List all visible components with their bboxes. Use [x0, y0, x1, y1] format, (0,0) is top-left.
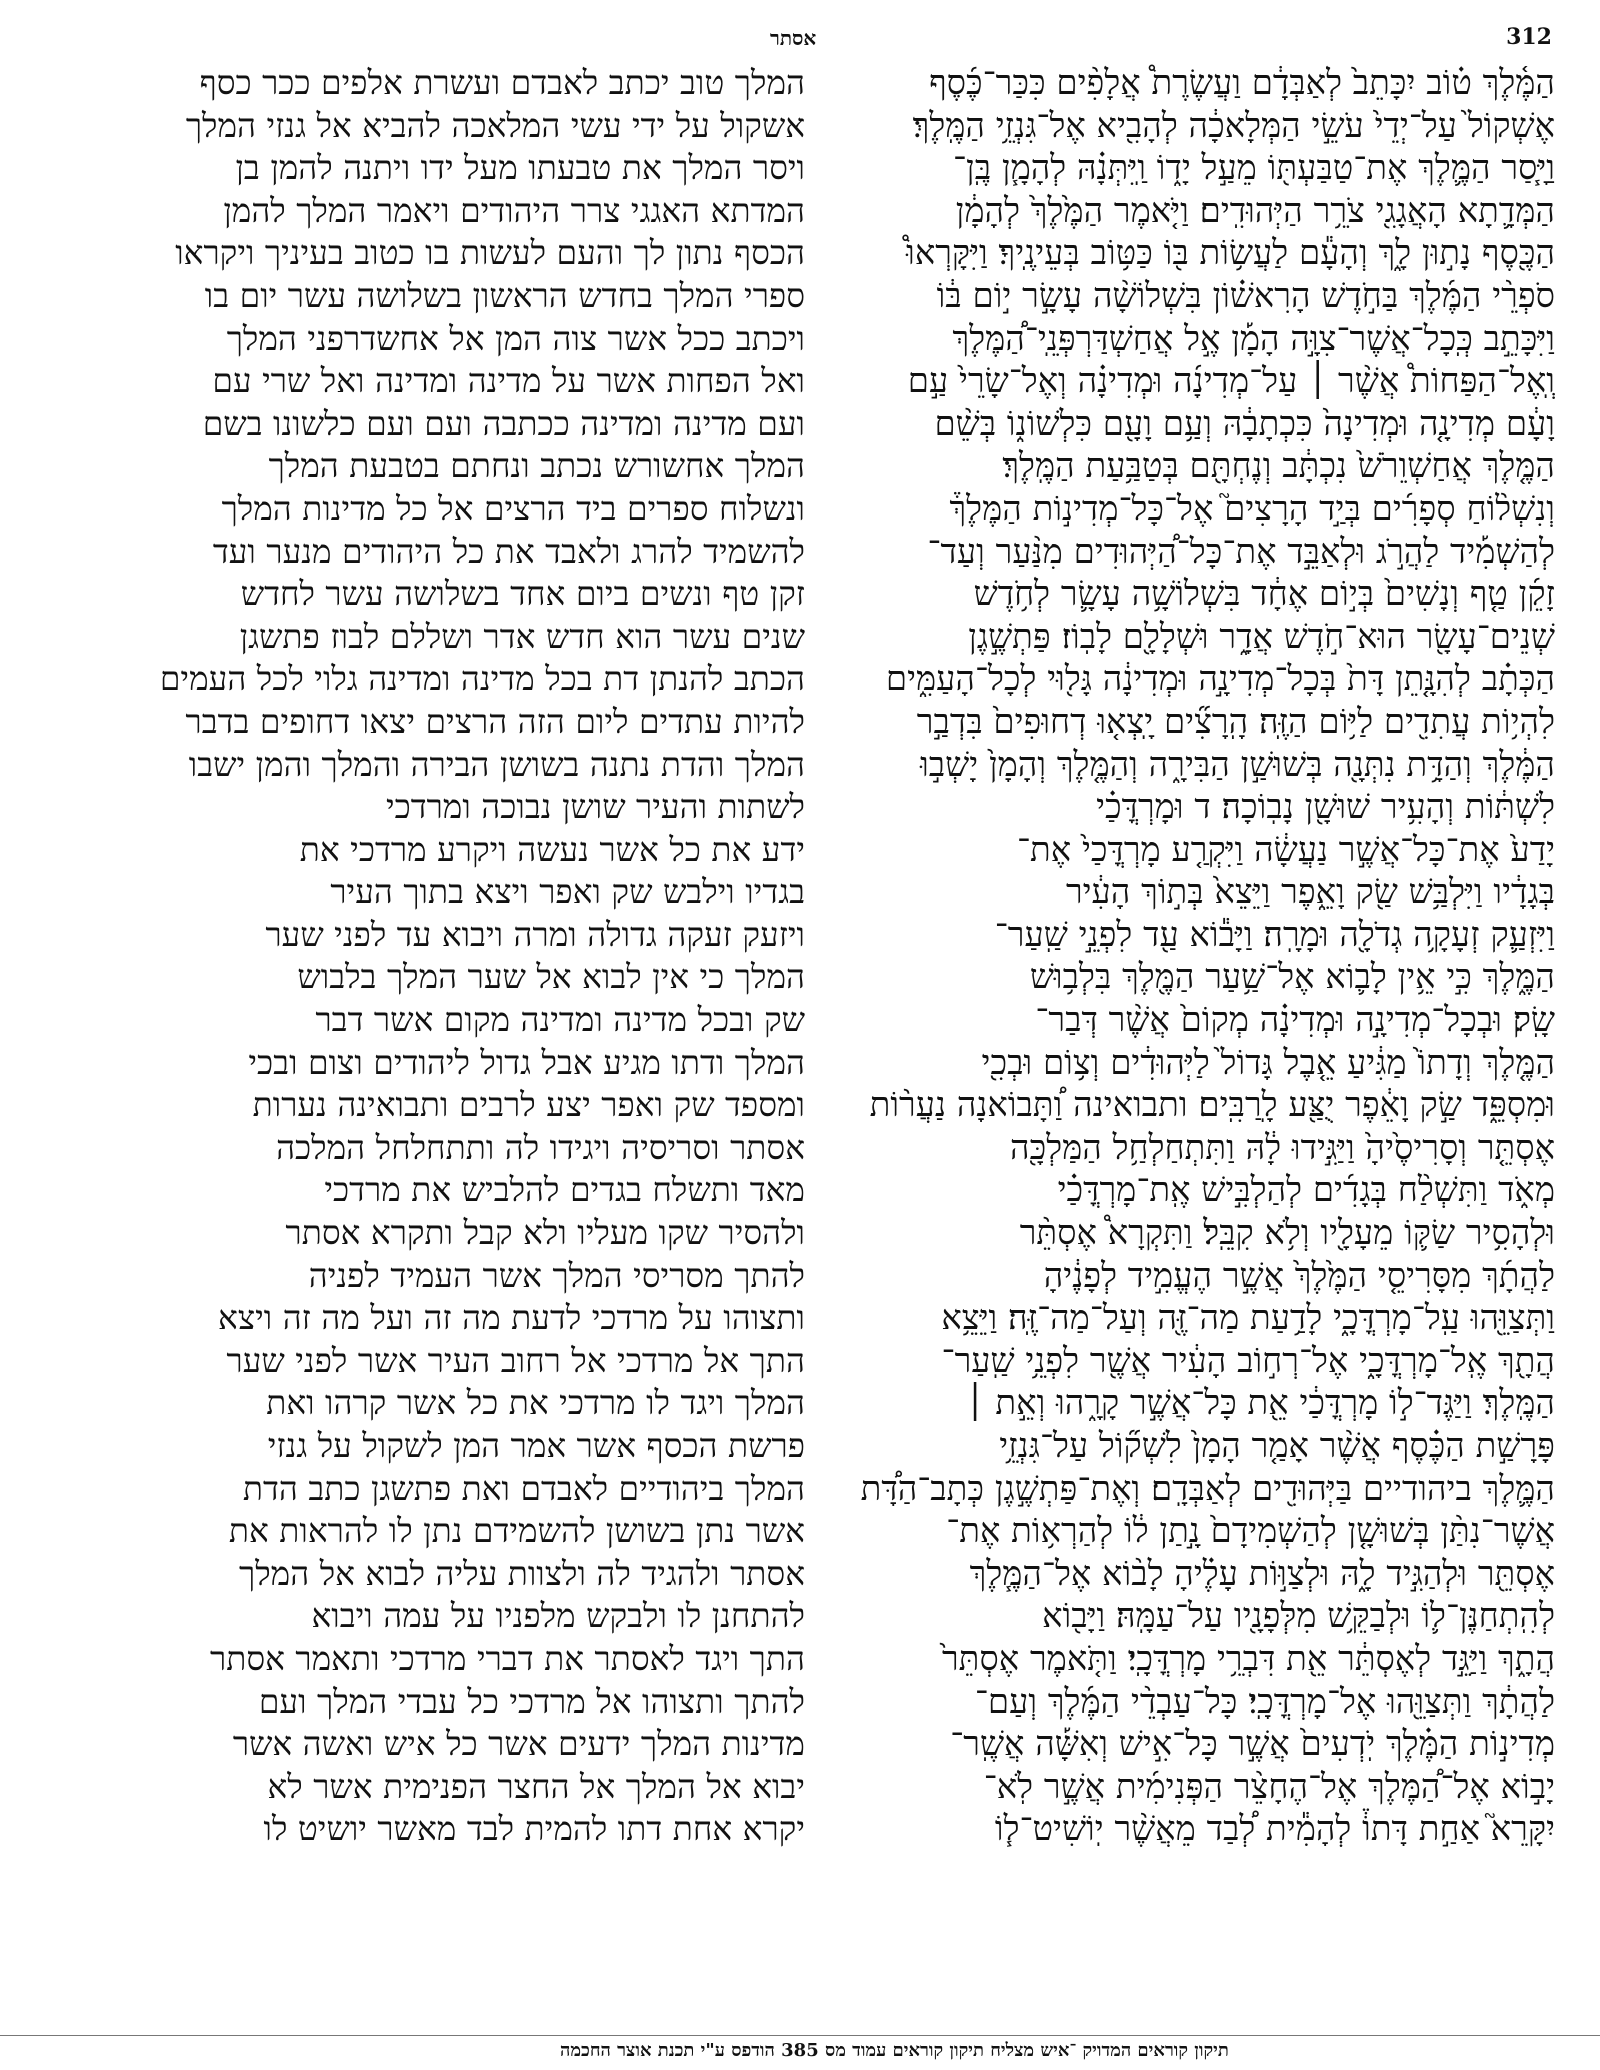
vocalized-text-line: שְׁנֵים־עָשָׂ֖ר הוּא־חֹ֣דֶשׁ אֲדָ֑ר וּשְׁלָלָ֖ם לָבֽוֹז׃ פַּתְשֶׁ֣גֶן [968, 616, 1555, 657]
vocalized-text-line: לְהִֽתְחַנֶּן־ל֛וֹ וּלְבַקֵּ֥שׁ מִלְּפָנָ֖יו עַל־עַמָּֽהּ׃ וַיָּב֖וֹא [1042, 1596, 1555, 1637]
plain-text-line: מדינות המלך ידעים אשר כל איש ואשה אשר [232, 1724, 805, 1764]
plain-text-line: המלך ודתו מגיע אבל גדול ליהודים וצום ובכי [248, 1042, 805, 1082]
vocalized-text-line: וַיָּ֧סַר הַמֶּ֛לֶךְ אֶת־טַבַּעְתּ֖וֹ מֵעַ֣ל יָד֑וֹ וַֽיִּתְּנָ֗הּ לְהָמָ֧ן בֶּֽן־ [953, 148, 1555, 189]
vocalized-text-line: אֶשְׁקוֹל֙ עַל־יְדֵי֙ עֹשֵׂ֣י הַמְּלָאכָ֔ה לְהָבִ֖יא אֶל־גִּנְזֵ֥י הַמֶּֽלֶךְ׃ [912, 105, 1555, 146]
vocalized-text-line: לִהְי֥וֹת עֲתִדִ֖ים לַיּ֥וֹם הַזֶּֽה׃ הָֽרָצִ֞ים יָֽצְא֤וּ דְחוּפִים֙ בִּדְבַ֣ר [916, 701, 1555, 742]
plain-text-line: המלך ויגד לו מרדכי את כל אשר קרהו ואת [266, 1383, 805, 1423]
book-name: אסתר [770, 26, 817, 50]
vocalized-text-line: פָּרָשַׁ֣ת הַכֶּ֗סֶף אֲשֶׁ֨ר אָמַ֤ר הָמָן֙ לִשְׁק֞וֹל עַל־גִּנְזֵ֥י [999, 1426, 1555, 1466]
plain-text-line: אסתר וסריסיה ויגידו לה ותתחלחל המלכה [276, 1127, 805, 1167]
vocalized-text-line: אֶסְתֵּ֤ר וְסָרִיסֶ֙יהָ֙ וַיַּגִּ֣ידוּ לָ֔הּ וַתִּתְחַלְחַ֥ל הַמַּלְכָּ֖ה [1010, 1127, 1555, 1168]
vocalized-text-line: הַכֶּ֖סֶף נָת֣וּן לָ֑ךְ וְהָעָ֕ם לַעֲשׂ֥וֹת בּ֖וֹ כַּטּ֥וֹב בְּעֵינֶֽיךָ׃ וַיִּקָּרְאוּ֩ [906, 233, 1555, 274]
vocalized-text-line: סֹפְרֵ֨י הַמֶּ֜לֶךְ בַּחֹ֣דֶשׁ הָרִאשׁ֗וֹן בִּשְׁלוֹשָׁ֨ה עָשָׂ֣ר י֣וֹם בּ֔וֹ [936, 275, 1555, 316]
plain-text-line: להתך ותצוהו אל מרדכי כל עבדי המלך ועם [258, 1681, 805, 1721]
vocalized-text-line: מְאֹ֑ד וַתִּשְׁלַ֨ח בְּגָדִ֜ים לְהַלְבִּ֣ישׁ אֶֽת־מָרְדֳּכַ֗י [1057, 1170, 1555, 1211]
page-header [0, 18, 1600, 58]
vocalized-text-line: הַמֶּ֤לֶךְ וְדָתוֹ֙ מַגִּ֔יעַ אֵ֤בֶל גָּדוֹל֙ לַיְּהוּדִ֔ים וְצ֥וֹם וּבְכִ֖י [981, 1042, 1555, 1083]
plain-text-line: שק ובכל מדינה ומדינה מקום אשר דבר [315, 1000, 805, 1040]
plain-text-line: ידע את כל אשר נעשה ויקרע מרדכי את [299, 829, 805, 869]
plain-text-line: המלך טוב יכתב לאבדם ועשרת אלפים ככר כסף [199, 63, 805, 102]
vocalized-text-line: הַמֶּ֛לֶךְ ביהודיים בַּיְּהוּדִ֖ים לְאַבְּדָֽם׃ וְאֶת־פַּתְשֶׁ֣גֶן כְּתָב־הַדָּ֠ת [860, 1468, 1555, 1509]
vocalized-text-line: לַהֲתָ֔ךְ וַתְּצַוֵּ֖הוּ אֶל־מָרְדֳּכָֽי׃ כָּל־עַבְדֵ֨י הַמֶּ֜לֶךְ וְעַם־ [974, 1681, 1555, 1722]
plain-text-line: שנים עשר הוא חדש אדר ושללם לבוז פתשגן [239, 616, 805, 656]
vocalized-text-line: וַיִּכָּתֵ֣ב כְּֽכָל־אֲשֶׁר־צִוָּ֣ה הָמָ֡ן אֶ֣ל אֲחַשְׁדַּרְפְּנֵֽי־הַ֠מֶּלֶךְ [952, 318, 1555, 359]
plain-text-line: אשר נתן בשושן להשמידם נתן לו להראות את [228, 1511, 805, 1551]
footer-print-notice: תיקון קוראים המדויק ־איש מצליח תיקון קוראים עמוד מס 385 הודפס ע"י תכנת אוצר החכמה [560, 2040, 1229, 2061]
plain-text-line: ויסר המלך את טבעתו מעל ידו ויתנה להמן בן [235, 148, 805, 188]
vocalized-text-line: אֲשֶׁר־נִתַּ֨ן בְּשׁוּשָׁ֤ן לְהַשְׁמִידָם֙ נָ֣תַן ל֔וֹ לְהַרְא֥וֹת אֶת־ [946, 1511, 1555, 1552]
page-number: 312 [1506, 24, 1552, 50]
plain-text-line: ולהסיר שקו מעליו ולא קבל ותקרא אסתר [285, 1213, 805, 1253]
vocalized-text-line: מְדִינ֣וֹת הַמֶּ֗לֶךְ יֹֽדְעִים֙ אֲשֶׁ֣ר כָּל־אִ֣ישׁ וְאִשָּׁ֡ה אֲשֶֽׁר־ [950, 1724, 1555, 1765]
plain-text-line: ועם מדינה ומדינה ככתבה ועם ועם כלשונו בשם [202, 403, 805, 443]
vocalized-text-line: וּלְהָסִ֥יר שַׂקּ֛וֹ מֵעָלָ֖יו וְלֹ֥א קִבֵּֽל׃ וַתִּקְרָא֩ אֶסְתֵּ֨ר [1019, 1213, 1555, 1254]
vocalized-text-line: יָדַע֙ אֶת־כָּל־אֲשֶׁ֣ר נַעֲשָׂ֔ה וַיִּקְרַ֤ע מָרְדֳּכַי֙ אֶת־ [1017, 829, 1555, 870]
plain-text-line: ותצוהו על מרדכי לדעת מה זה ועל מה זה ויצא [218, 1298, 805, 1338]
plain-text-line: בגדיו וילבש שק ואפר ויצא בתוך העיר [330, 872, 805, 912]
plain-text-line: להתחנן לו ולבקש מלפניו על עמה ויבוא [311, 1596, 805, 1636]
plain-text-line: התך אל מרדכי אל רחוב העיר אשר לפני שער [226, 1340, 805, 1380]
vocalized-text-line: לְהַשְׁמִ֡יד לַהֲרֹ֣ג וּלְאַבֵּ֣ד אֶת־כָּל־הַ֠יְּהוּדִים מִנַּ֨עַר וְעַד־ [927, 531, 1555, 572]
plain-text-line: זקן טף ונשים ביום אחד בשלושה עשר לחדש [240, 574, 805, 614]
vocalized-text-line: הַכְּתָ֗ב לְהִנָּ֤תֵן דָּת֙ בְּכָל־מְדִינָ֣ה וּמְדִינָ֔ה גָּל֖וּי לְכָל־הָעַמִּ֑ים [885, 659, 1555, 700]
plain-text-line: המלך ביהודיים לאבדם ואת פתשגן כתב הדת [242, 1468, 805, 1508]
vocalized-text-line: הֲתָ֖ךְ אֶֽל־מָרְדֳּכָ֑י אֶל־רְח֣וֹב הָעִ֔יר אֲשֶׁ֖ר לִפְנֵ֥י שַֽׁעַר־ [941, 1340, 1555, 1381]
vocalized-text-column [805, 62, 1555, 2052]
plain-text-line: יקרא אחת דתו להמית לבד מאשר יושיט לו [263, 1809, 805, 1849]
vocalized-text-line: לַהֲתָ֜ךְ מִסָּרִיסֵ֤י הַמֶּ֙לֶךְ֙ אֲשֶׁ֣ר הֶעֱמִ֣יד לְפָנֶ֔יהָ [1043, 1255, 1555, 1296]
vocalized-text-line: יִקָּרֵא֮ אַחַ֣ת דָּתוֹ֒ לְהָמִ֕ית לְ֠בַד מֵאֲשֶׁ֨ר יֽוֹשִׁיט־ל֧וֹ [994, 1809, 1555, 1850]
plain-text-line: ספרי המלך בחדש הראשון בשלושה עשר יום בו [204, 275, 805, 315]
vocalized-text-line: וָעָ֔ם מְדִינָ֤ה וּמְדִינָה֙ כִּכְתָבָ֔הּ וְעַ֥ם וָעָ֖ם כִּלְשׁוֹנ֑וֹ בְּשֵׁ֨ם [934, 403, 1555, 444]
plain-text-column [55, 62, 805, 2052]
vocalized-text-line: שָֽׂק׃ וּבְכָל־מְדִינָ֣ה וּמְדִינָ֗ה מְקוֹם֙ אֲשֶׁ֨ר דְּבַר־ [1035, 1000, 1555, 1041]
vocalized-text-line: וְֽאֶל־הַפַּחוֹת֩ אֲשֶׁ֨ר ׀ עַל־מְדִינָ֜ה וּמְדִינָ֗ה וְאֶל־שָׂרֵי֙ עַ֣ם [907, 361, 1555, 402]
vocalized-text-line: לִשְׁתּ֔וֹת וְהָעִ֥יר שׁוּשָׁ֖ן נָבֽוֹכָה׃ ד וּמָרְדֳּכַ֗י [1096, 787, 1555, 828]
plain-text-line: התך ויגד לאסתר את דברי מרדכי ותאמר אסתר [210, 1638, 805, 1678]
vocalized-text-line: וַיִּזְעַ֛ק זְעָקָ֥ה גְדֹלָ֖ה וּמָרָֽה׃ וַיָּב֕וֹא עַ֖ד לִפְנֵ֣י שַֽׁעַר־ [994, 914, 1555, 955]
page-footer [0, 2035, 1600, 2066]
vocalized-text-line: זָקֵ֜ן טַ֤ף וְנָשִׁים֙ בְּי֣וֹם אֶחָ֔ד בִּשְׁלוֹשָׁ֥ה עָשָׂ֛ר לְחֹ֥דֶשׁ [973, 574, 1555, 615]
vocalized-text-line: בְּגָדָ֔יו וַיִּלְבַּ֥שׁ שַׂ֖ק וָאֵ֑פֶר וַיֵּצֵא֙ בְּת֣וֹךְ הָעִ֔יר [1065, 872, 1555, 913]
vocalized-text-line: הֲתָ֑ךְ וַיַּגֵּ֣ד לְאֶסְתֵּ֔ר אֵ֖ת דִּבְרֵ֥י מָרְדֳּכָֽי׃ וַתֹּ֤אמֶר אֶסְתֵּר֙ [941, 1638, 1555, 1679]
plain-text-line: הכתב להנתן דת בכל מדינה ומדינה גלוי לכל העמים [159, 659, 805, 699]
plain-text-line: יבוא אל המלך אל החצר הפנימית אשר לא [267, 1766, 805, 1806]
plain-text-line: מאד ותשלח בגדים להלביש את מרדכי [324, 1170, 805, 1210]
plain-text-line: ויכתב ככל אשר צוה המן אל אחשדרפני המלך [226, 318, 805, 358]
plain-text-line: אשקול על ידי עשי המלאכה להביא אל גנזי המלך [185, 105, 805, 145]
vocalized-text-line: וְנִשְׁל֨וֹחַ סְפָרִ֜ים בְּיַ֣ד הָרָצִים֮ אֶל־כָּל־מְדִינ֣וֹת הַמֶּלֶךְ֒ [949, 488, 1555, 529]
plain-text-line: פרשת הכסף אשר אמר המן לשקול על גנזי [267, 1426, 805, 1465]
plain-text-line: להשמיד להרג ולאבד את כל היהודים מנער ועד [212, 531, 805, 571]
plain-text-line: ויזעק זעקה גדולה ומרה ויבוא עד לפני שער [265, 914, 805, 954]
vocalized-text-line: הַמְּדָ֛תָא הָאֲגָגִ֖י צֹרֵ֥ר הַיְּהוּדִֽים׃ וַיֹּ֤אמֶר הַמֶּ֙לֶךְ֙ לְהָמָ֔ן [955, 190, 1555, 231]
plain-text-line: המלך אחשורש נכתב ונחתם בטבעת המלך [268, 446, 805, 486]
plain-text-line: ומספד שק ואפר יצע לרבים ותבואינה נערות [252, 1085, 805, 1125]
plain-text-line: ואל הפחות אשר על מדינה ומדינה ואל שרי עם [212, 361, 805, 401]
plain-text-line: המלך והדת נתנה בשושן הבירה והמלך והמן ישבו [188, 744, 805, 784]
plain-text-line: המדתא האגגי צרר היהודים ויאמר המלך להמן [223, 190, 805, 230]
vocalized-text-line: וּמִסְפֵּ֑ד שַׂ֣ק וָאֵ֔פֶר יֻצַּ֖ע לָֽרַבִּֽים׃ ותבואינה וַ֠תָּבוֹאנָה נַעֲר֨וֹת [869, 1085, 1555, 1126]
vocalized-text-line: יָב֣וֹא אֶל־הַ֠מֶּלֶךְ אֶל־הֶחָצֵ֨ר הַפְּנִימִ֜ית אֲשֶׁ֣ר לֹֽא־ [983, 1766, 1555, 1807]
plain-text-line: לשתות והעיר שושן נבוכה ומרדכי [385, 787, 805, 827]
vocalized-text-line: הַמֶּֽלֶךְ׃ וַיַּגֶּד־ל֣וֹ מָרְדֳּכַ֔י אֵ֖ת כָּל־אֲשֶׁ֣ר קָרָ֑הוּ וְאֵ֣ת ׀ [965, 1383, 1555, 1424]
plain-text-line: להיות עתדים ליום הזה הרצים יצאו דחופים בדבר [185, 701, 805, 741]
vocalized-text-line: הַמֶּ֑לֶךְ כִּ֣י אֵ֥ין לָב֛וֹא אֶל־שַׁ֥עַר הַמֶּ֖לֶךְ בִּלְב֥וּשׁ [1029, 957, 1555, 998]
vocalized-text-line: הַמֶּ֤לֶךְ אֲחַשְׁוֵרֹשׁ֙ נִכְתָּ֔ב וְנֶחְתָּ֖ם בְּטַבַּ֥עַת הַמֶּֽלֶךְ׃ [1002, 446, 1555, 487]
plain-text-line: הכסף נתון לך והעם לעשות בו כטוב בעיניך ויקראו [175, 233, 805, 273]
plain-text-line: אסתר ולהגיד לה ולצוות עליה לבוא אל המלך [239, 1553, 805, 1593]
vocalized-text-line: אֶסְתֵּ֖ר וּלְהַגִּ֣יד לָ֑הּ וּלְצַוּ֣וֹת עָלֶ֗יהָ לָב֨וֹא אֶל־הַמֶּ֧לֶךְ [969, 1553, 1555, 1594]
vocalized-text-line: וַתְּצַוֵּ֖הוּ עַֽל־מָרְדֳּכָ֑י לָדַ֥עַת מַה־זֶּ֖ה וְעַל־מַה־זֶּֽה׃ וַיֵּצֵ֥א [941, 1298, 1555, 1339]
vocalized-text-line: הַמֶּ֫לֶךְ ט֗וֹב יִכָּתֵב֙ לְאַבְּדָ֔ם וַעֲשֶׂרֶת֩ אֲלָפִ֨ים כִּכַּר־כֶּ֜סֶף [929, 63, 1555, 103]
plain-text-line: המלך כי אין לבוא אל שער המלך בלבוש [297, 957, 805, 997]
vocalized-text-line: הַמֶּ֔לֶךְ וְהַדָּ֥ת נִתְּנָ֖ה בְּשׁוּשַׁ֣ן הַבִּירָ֑ה וְהַמֶּ֤לֶךְ וְהָמָן֙ יָשְׁב֣וּ [920, 744, 1555, 785]
plain-text-line: להתך מסריסי המלך אשר העמיד לפניה [308, 1255, 805, 1295]
plain-text-line: ונשלוח ספרים ביד הרצים אל כל מדינות המלך [221, 488, 805, 528]
